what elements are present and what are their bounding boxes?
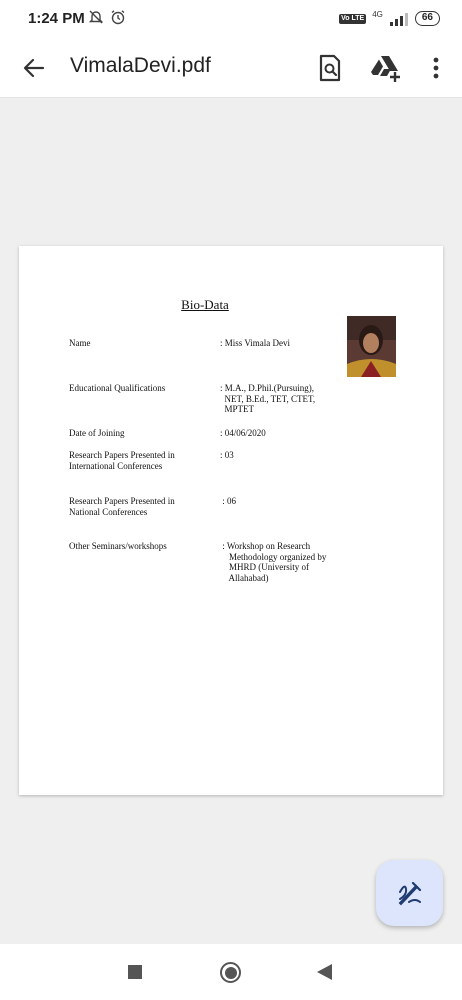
pdf-page[interactable] [19,246,443,795]
row-value: : Miss Vimala Devi [220,338,291,348]
app-bar [0,40,462,98]
row-label: Educational Qualifications [69,383,166,393]
document-title: VimalaDevi.pdf [70,54,211,77]
back-triangle-icon[interactable] [317,964,332,980]
row-label: Other Seminars/workshops [69,541,167,551]
row-value: : Workshop on Research Methodology organized by MHRD (University of Allahabad) [222,541,327,583]
profile-photo-image [347,316,396,377]
add-to-drive-icon[interactable] [370,53,402,83]
status-icons-left [88,9,126,25]
status-icons-right [339,10,440,27]
network-type: 4G [372,10,383,19]
edit-signature-icon [397,880,423,906]
recents-square-icon[interactable] [128,965,142,979]
edit-signature-button[interactable] [376,860,443,926]
signal-icon [389,12,409,26]
row-label: Name [69,338,91,348]
more-vert-icon[interactable] [426,53,446,83]
row-label: Research Papers Presented in International Conferences [69,450,175,471]
row-value: : 04/06/2020 [220,428,266,438]
arrow-left-icon[interactable] [20,54,48,82]
status-time: 1:24 PM [28,10,85,27]
page-heading: Bio-Data [181,297,229,312]
row-label: Date of Joining [69,428,125,438]
muted-bell-icon [88,9,104,25]
battery-indicator: 66 [415,11,440,26]
find-in-page-icon[interactable] [316,53,344,83]
home-circle-icon[interactable] [220,962,241,983]
row-label: Research Papers Presented in National Conferences [69,496,175,517]
row-value: : 03 [220,450,234,460]
status-bar [0,0,462,40]
volte-icon: Vo LTE [341,14,365,22]
profile-photo [347,316,396,377]
navigation-bar [0,944,462,1000]
row-value: : M.A., D.Phil.(Pursuing), NET, B.Ed., TET, CTET, MPTET [220,383,316,414]
row-value: : 06 [220,496,237,506]
alarm-clock-icon [110,9,126,25]
